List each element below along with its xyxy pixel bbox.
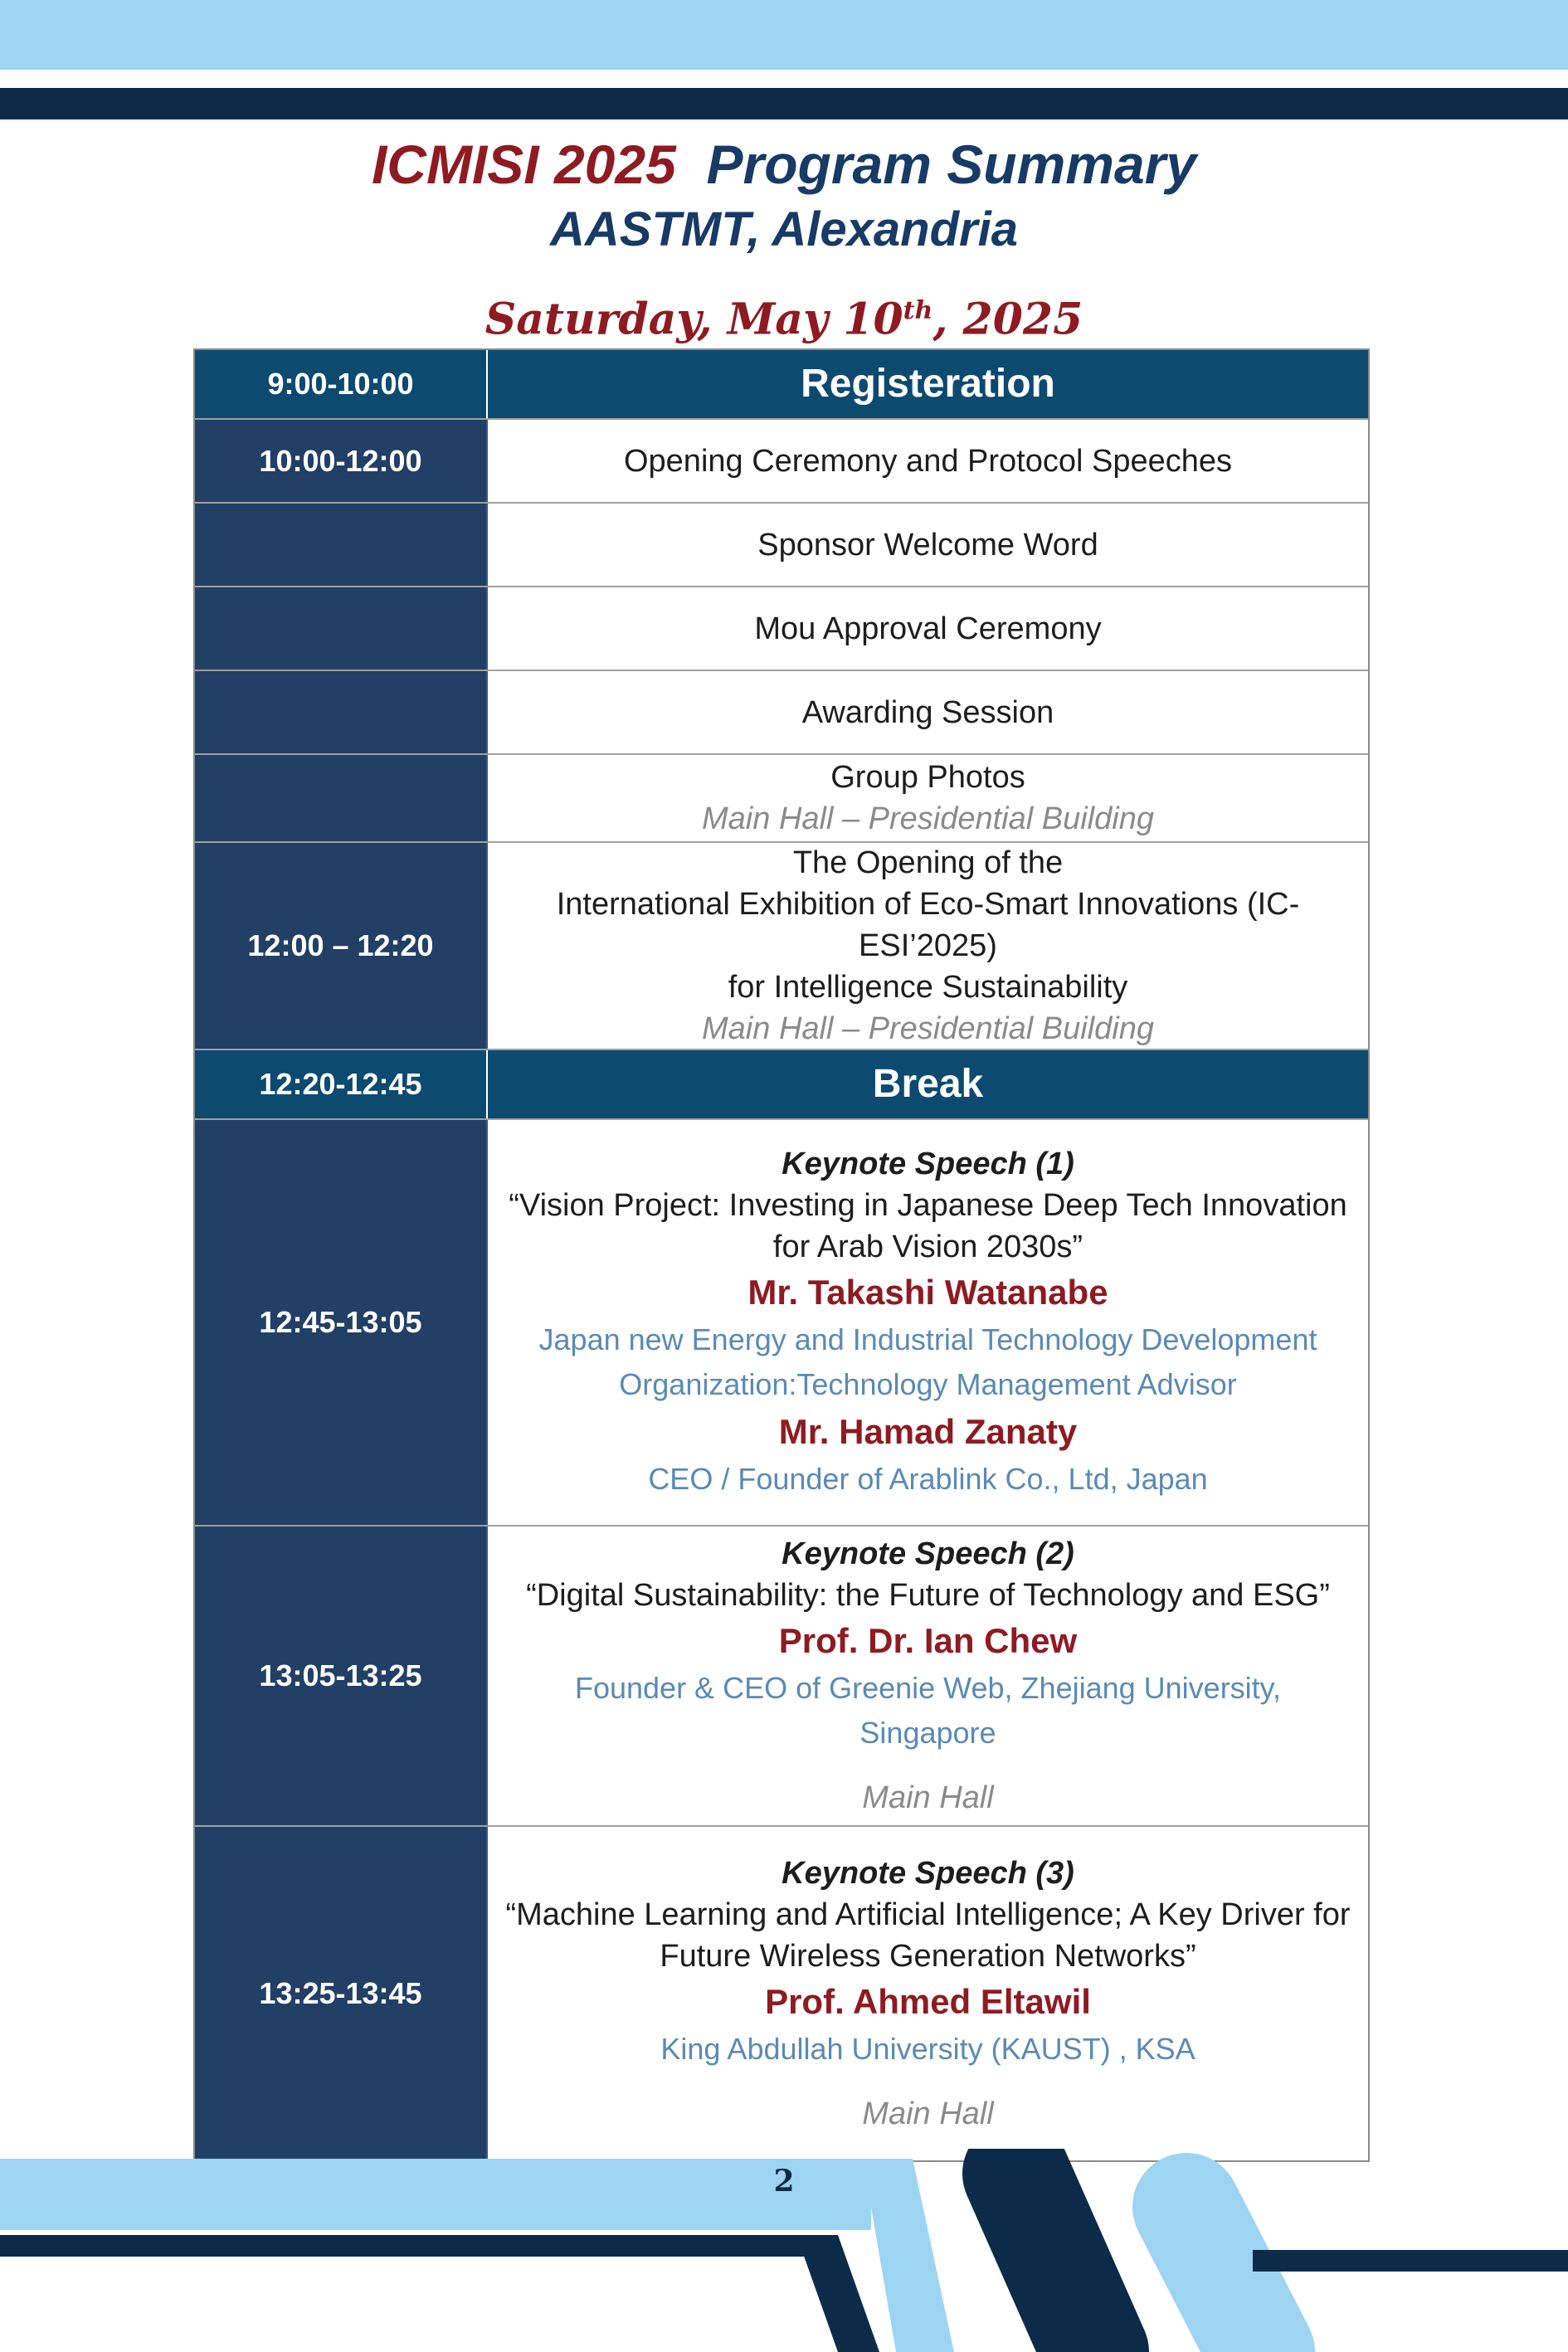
schedule-row-group-photos xyxy=(195,755,1368,843)
footer-light-blue-pill xyxy=(1186,2207,1261,2352)
date-superscript: th xyxy=(903,296,933,325)
time-cell: 13:25-13:45 xyxy=(195,1827,488,2160)
time-cell: 13:05-13:25 xyxy=(195,1527,488,1825)
conference-name: ICMISI 2025 xyxy=(371,134,676,195)
venue-label: Main Hall xyxy=(862,2096,994,2131)
time-cell-empty xyxy=(195,587,488,670)
schedule-row-keynote-3 xyxy=(195,1827,1368,2160)
page-number: 2 xyxy=(773,2164,795,2199)
date-prefix: Saturday, May 10 xyxy=(485,294,903,345)
keynote-label: Keynote Speech (1) xyxy=(782,1147,1074,1181)
top-light-blue-band xyxy=(0,0,1568,70)
session-title: Opening Ceremony and Protocol Speeches xyxy=(623,443,1232,479)
session-content xyxy=(488,1120,1368,1525)
page-title xyxy=(0,131,1568,197)
time-cell-empty xyxy=(195,671,488,753)
session-line: The Opening of the xyxy=(792,845,1064,880)
time-cell: 12:45-13:05 xyxy=(195,1120,488,1525)
talk-title-line: Future Wireless Generation Networks” xyxy=(660,1939,1196,1974)
venue-label: Main Hall – Presidential Building xyxy=(702,801,1154,836)
keynote-label: Keynote Speech (3) xyxy=(782,1856,1074,1891)
time-cell: 12:00 – 12:20 xyxy=(195,843,488,1049)
schedule-row-mou xyxy=(195,587,1368,671)
venue-label: Main Hall xyxy=(862,1780,994,1815)
speaker-affiliation: CEO / Founder of Arablink Co., Ltd, Japan xyxy=(648,1462,1208,1496)
session-line: for Intelligence Sustainability xyxy=(728,970,1128,1005)
time-cell-empty xyxy=(195,755,488,841)
date-title xyxy=(0,282,1568,348)
time-cell: 10:00-12:00 xyxy=(195,420,488,502)
session-content xyxy=(488,1827,1368,2160)
schedule-row-break xyxy=(195,1050,1368,1120)
schedule-row-sponsor xyxy=(195,504,1368,587)
schedule-row-keynote-1 xyxy=(195,1120,1368,1527)
session-title: Break xyxy=(488,1050,1368,1118)
footer-navy-pill xyxy=(1016,2174,1095,2352)
speaker-affiliation: Japan new Energy and Industrial Technology Development xyxy=(538,1322,1317,1356)
speaker-affiliation: Organization:Technology Management Advisor xyxy=(619,1367,1237,1401)
talk-title-line: for Arab Vision 2030s” xyxy=(772,1230,1083,1264)
speaker-name: Prof. Ahmed Eltawil xyxy=(765,1982,1091,2021)
time-cell: 12:20-12:45 xyxy=(195,1050,488,1118)
keynote-label: Keynote Speech (2) xyxy=(782,1536,1074,1571)
talk-title-line: “Digital Sustainability: the Future of Technology and ESG” xyxy=(526,1578,1330,1613)
session-title: Sponsor Welcome Word xyxy=(757,527,1098,562)
speaker-name: Mr. Takashi Watanabe xyxy=(747,1273,1108,1312)
schedule-table xyxy=(193,348,1370,2162)
session-title: Mou Approval Ceremony xyxy=(754,611,1102,646)
location-title: AASTMT, Alexandria xyxy=(550,202,1018,256)
session-content xyxy=(488,755,1368,841)
speaker-affiliation: King Abdullah University (KAUST) , KSA xyxy=(660,2032,1195,2066)
program-summary-title: Program Summary xyxy=(706,134,1197,195)
session-title: Awarding Session xyxy=(801,694,1054,730)
session-title: Group Photos xyxy=(830,760,1025,795)
session-content xyxy=(488,843,1368,1049)
talk-title-line: “Machine Learning and Artificial Intelligence; A Key Driver for xyxy=(505,1897,1351,1932)
session-content xyxy=(488,1527,1368,1825)
speaker-name: Mr. Hamad Zanaty xyxy=(778,1412,1078,1451)
date-suffix: , 2025 xyxy=(933,294,1083,345)
schedule-row-keynote-2 xyxy=(195,1527,1368,1827)
footer-navy-slant xyxy=(796,2235,879,2352)
top-navy-band xyxy=(0,88,1568,119)
schedule-row-registration xyxy=(195,350,1368,420)
schedule-row-exhibition xyxy=(195,843,1368,1050)
session-title: Registeration xyxy=(488,350,1368,418)
session-line: International Exhibition of Eco-Smart Innovations (IC-ESI’2025) xyxy=(556,887,1300,963)
footer-navy-band-right xyxy=(1253,2250,1568,2272)
time-cell: 9:00-10:00 xyxy=(195,350,488,418)
time-cell-empty xyxy=(195,504,488,586)
venue-label: Main Hall – Presidential Building xyxy=(702,1011,1154,1046)
schedule-row-awarding xyxy=(195,671,1368,755)
schedule-row-opening xyxy=(195,420,1368,504)
speaker-affiliation: Founder & CEO of Greenie Web, Zhejiang University, Singapore xyxy=(574,1671,1282,1750)
talk-title-line: “Vision Project: Investing in Japanese Deep Tech Innovation xyxy=(509,1188,1347,1223)
speaker-name: Prof. Dr. Ian Chew xyxy=(778,1621,1078,1660)
